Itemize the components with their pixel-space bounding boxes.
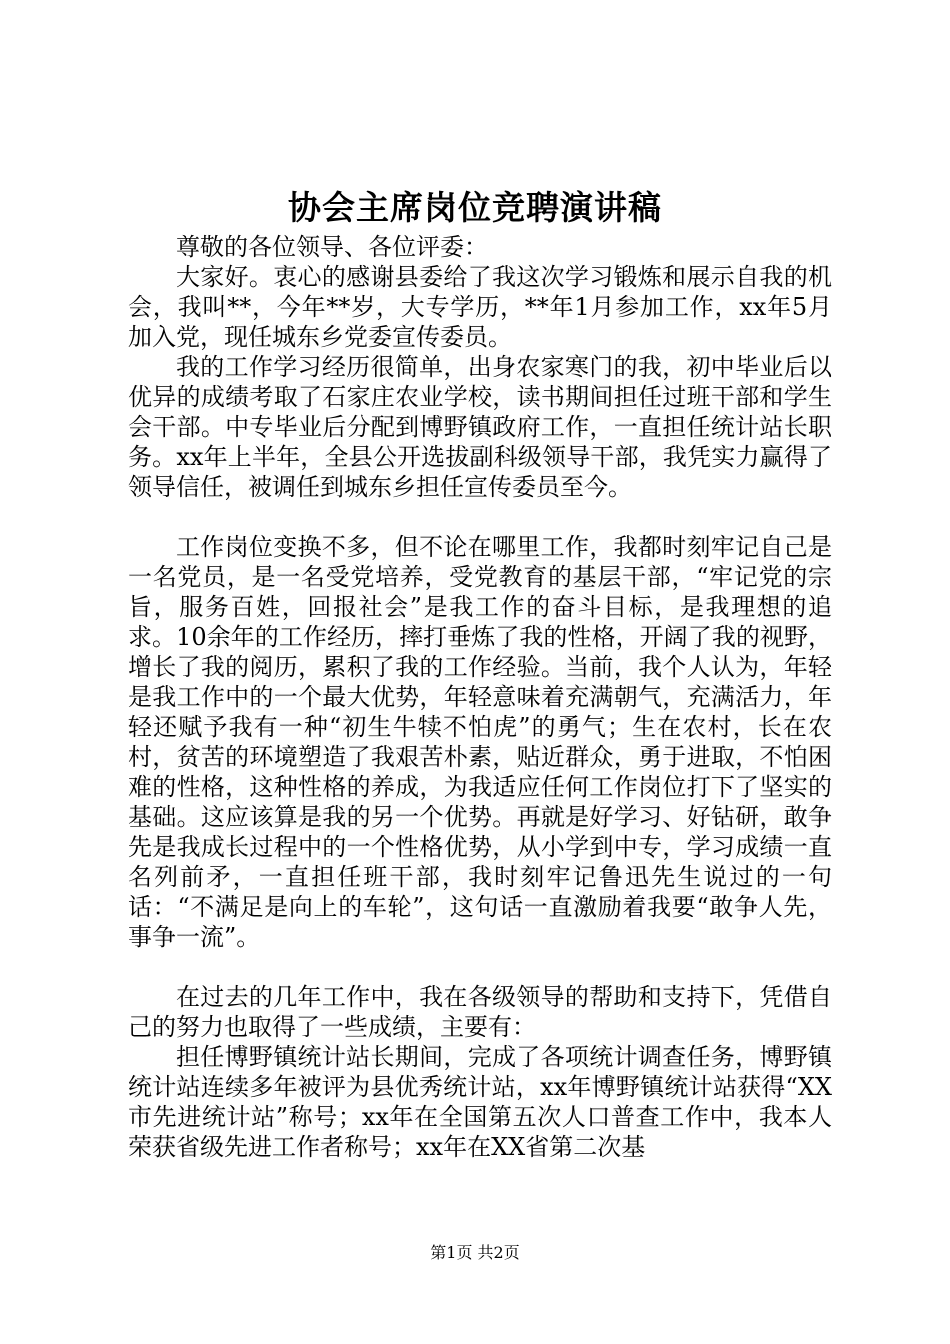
body-paragraph: 大家好。衷心的感谢县委给了我这次学习锻炼和展示自我的机会，我叫**，今年**岁，大专学历，**年1月参加工作，xx年5月加入党，现任城东乡党委宣传委员。 [128,263,832,351]
body-paragraph: 工作岗位变换不多，但不论在哪里工作，我都时刻牢记自己是一名党员，是一名受党培养，受党教育的基层干部，“牢记党的宗旨，服务百姓，回报社会”是我工作的奋斗目标，是我理想的追求。10余年的工作经历，摔打垂炼了我的性格，开阔了我的视野，增长了我的阅历，累积了我的工作经验。当前，我个人认为，年轻是我工作中的一个最大优势，年轻意味着充满朝气，充满活力，年轻还赋予我有一种“初生牛犊不怕虎”的勇气；生在农村，长在农村，贫苦的环境塑造了我艰苦朴素，贴近群众，勇于进取，不怕困难的性格，这种性格的养成，为我适应任何工作岗位打下了坚实的基础。这应该算是我的另一个优势。再就是好学习、好钻研，敢争先是我成长过程中的一个性格优势，从小学到中专，学习成绩一直名列前矛，一直担任班干部，我时刻牢记鲁迅先生说过的一句话：“不满足是向上的车轮”，这句话一直激励着我要“敢争人先，事争一流”。 [128,533,832,951]
salutation-paragraph: 尊敬的各位领导、各位评委： [176,233,488,261]
body-paragraph: 在过去的几年工作中，我在各级领导的帮助和支持下，凭借自己的努力也取得了一些成绩，主要有： [128,983,832,1041]
document-body [128,232,832,1162]
body-paragraph: 我的工作学习经历很简单，出身农家寒门的我，初中毕业后以优异的成绩考取了石家庄农业学校，读书期间担任过班干部和学生会干部。中专毕业后分配到博野镇政府工作，一直担任统计站长职务。xx年上半年，全县公开选拔副科级领导干部，我凭实力赢得了领导信任，被调任到城东乡担任宣传委员至今。 [128,353,832,501]
page-number-footer: 第1页 共2页 [430,1243,520,1262]
body-paragraph: 担任博野镇统计站长期间，完成了各项统计调查任务，博野镇统计站连续多年被评为县优秀统计站，xx年博野镇统计站获得“XX市先进统计站”称号；xx年在全国第五次人口普查工作中，我本人荣获省级先进工作者称号；xx年在XX省第二次基 [128,1043,832,1161]
document-title: 协会主席岗位竞聘演讲稿 [288,188,662,227]
